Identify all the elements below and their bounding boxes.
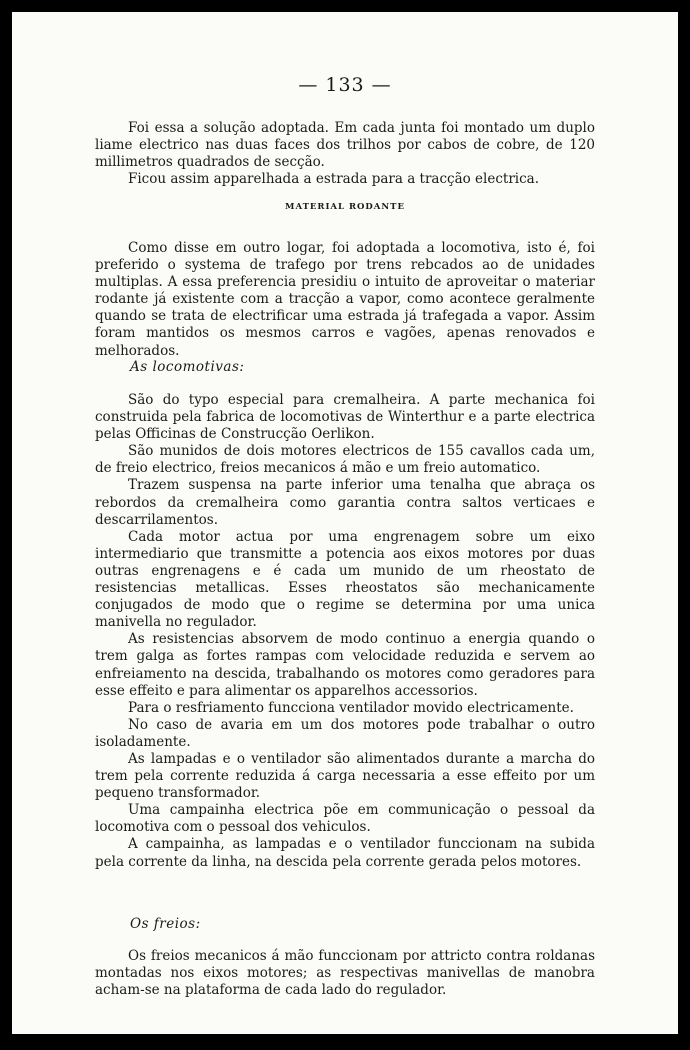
paragraph: Para o resfriamento funcciona ventilador movido electricamente. (128, 699, 574, 716)
material-text (95, 240, 595, 360)
paragraph: No caso de avaria em um dos motores pode trabalhar o outro isoladamente. (95, 716, 595, 750)
paragraph: São do typo especial para cremalheira. A parte mechanica foi construida pela fabrica de locomotivas de Winterthur e a parte electrica pelas Officinas de Construcção Oerlikon. (95, 392, 595, 443)
paragraph: Ficou assim apparelhada a estrada para a tracção electrica. (128, 171, 539, 188)
locomotivas-subheading: As locomotivas: (130, 359, 245, 375)
paragraph: Trazem suspensa na parte inferior uma tenalha que abraça os rebordos da cremalheira como garantia contra saltos verticaes e descarrilamentos. (95, 477, 595, 528)
paragraph: Foi essa a solução adoptada. Em cada junta foi montado um duplo liame electrico nas duas faces dos trilhos por cabos de cobre, de 120 millimetros quadrados de secção. (95, 120, 595, 171)
paragraph: Os freios mecanicos á mão funccionam por attricto contra roldanas montadas nos eixos motores; as respectivas manivellas de manobra acham-se na plataforma de cada lado do regulador. (95, 948, 595, 999)
paragraph: As resistencias absorvem de modo continuo a energia quando o trem galga as fortes rampas com velocidade reduzida e servem ao enfreiamento na descida, trabalhando os motores como geradores para esse effeito e para alimentar os apparelhos accessorios. (95, 631, 595, 699)
paragraph: São munidos de dois motores electricos de 155 cavallos cada um, de freio electrico, freios mecanicos á mão e um freio automatico. (95, 443, 595, 477)
document-page (12, 12, 678, 1034)
paragraph: Como disse em outro logar, foi adoptada a locomotiva, isto é, foi preferido o systema de trafego por trens rebcados ao de unidades multiplas. A essa preferencia presidiu o intuito de aproveitar o materiar rodante já existente com a tracção a vapor, como acontece geralmente quando se trata de electrificar uma estrada já trafegada a vapor. Assim foram mantidos os mesmos carros e vagões, apenas renovados e melhorados. (95, 240, 595, 359)
freios-subheading: Os freios: (130, 916, 201, 932)
section-heading: MATERIAL RODANTE (285, 202, 405, 212)
paragraph: A campainha, as lampadas e o ventilador funccionam na subida pela corrente da linha, na descida pela corrente gerada pelos motores. (95, 836, 595, 870)
paragraph: Uma campainha electrica põe em communicação o pessoal da locomotiva com o pessoal dos vehiculos. (95, 802, 595, 836)
paragraph: Cada motor actua por uma engrenagem sobre um eixo intermediario que transmitte a potencia aos eixos motores por duas outras engrenagens e é cada um munido de um rheostato de resistencias metallicas. Esses rheostatos são mechanicamente conjugados de modo que o regime se determina por uma unica manivella no regulador. (95, 528, 595, 631)
intro-text (95, 120, 595, 188)
freios-text (95, 948, 595, 999)
locomotivas-text (95, 392, 595, 871)
page-number: — 133 — (298, 74, 392, 96)
paragraph: As lampadas e o ventilador são alimentados durante a marcha do trem pela corrente reduzida á carga necessaria a esse effeito por um pequeno transformador. (95, 750, 595, 802)
